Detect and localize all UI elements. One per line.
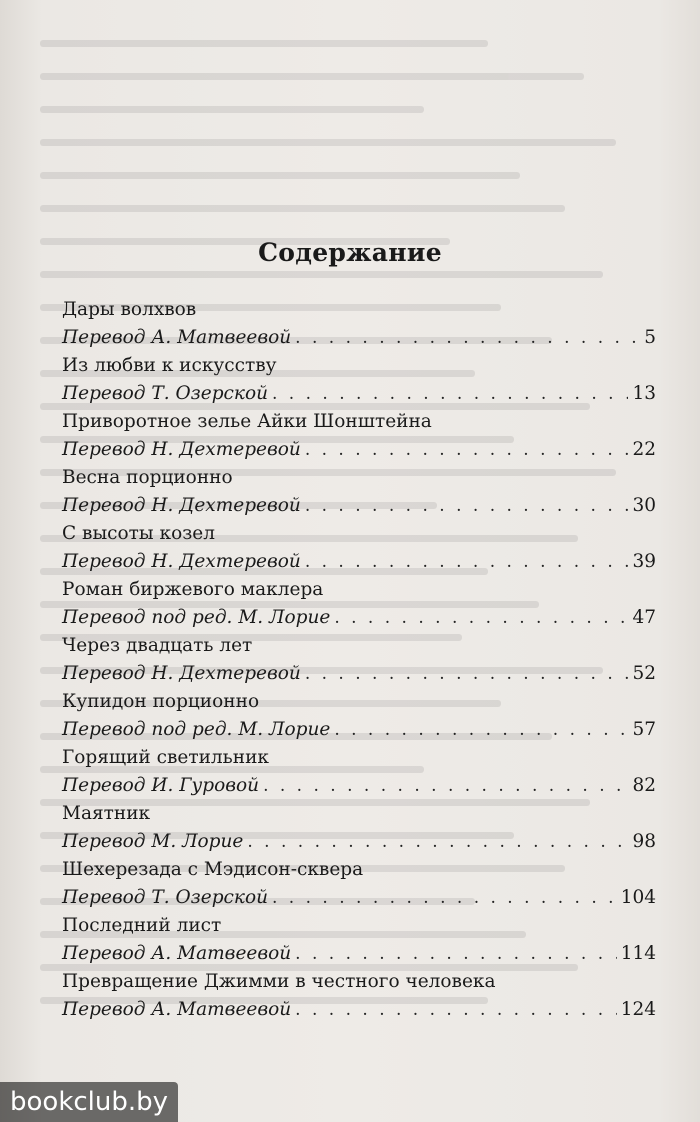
story-title: Через двадцать лет: [62, 635, 253, 656]
translator: Перевод Н. Дехтеревой: [62, 551, 301, 572]
page-number: 13: [632, 383, 656, 404]
story-title: Превращение Джимми в честного человека: [62, 971, 496, 992]
toc-entry: [62, 520, 656, 576]
page-title: Содержание: [258, 238, 442, 267]
story-title: С высоты козел: [62, 523, 216, 544]
toc-entry: [62, 856, 656, 912]
translator: Перевод Т. Озерской: [62, 887, 268, 908]
translator: Перевод И. Гуровой: [62, 775, 260, 796]
page-number: 47: [632, 607, 656, 628]
translator: Перевод под ред. М. Лорие: [62, 719, 331, 740]
leader-dots: [305, 660, 629, 688]
story-title: Дары волхвов: [62, 299, 197, 320]
leader-dots: [295, 996, 617, 1024]
leader-dots: [272, 380, 628, 408]
page-number: 114: [620, 943, 656, 964]
site-watermark: bookclub.by: [0, 1082, 178, 1122]
leader-dots: [334, 716, 628, 744]
leader-dots: [247, 828, 628, 856]
page-number: 30: [632, 495, 656, 516]
page-number: 104: [620, 887, 656, 908]
page-number: 124: [620, 999, 656, 1020]
toc-entry: [62, 464, 656, 520]
translator: Перевод Н. Дехтеревой: [62, 663, 301, 684]
page-number: 57: [632, 719, 656, 740]
story-title: Маятник: [62, 803, 151, 824]
page-number: 82: [632, 775, 656, 796]
story-title: Приворотное зелье Айки Шонштейна: [62, 411, 432, 432]
page-number: 98: [632, 831, 656, 852]
leader-dots: [295, 324, 640, 352]
story-title: Роман биржевого маклера: [62, 579, 324, 600]
translator: Перевод А. Матвеевой: [62, 943, 292, 964]
toc-entry: [62, 576, 656, 632]
translator: Перевод Т. Озерской: [62, 383, 268, 404]
toc-entry: [62, 296, 656, 352]
translator: Перевод А. Матвеевой: [62, 999, 292, 1020]
toc-entry: [62, 688, 656, 744]
leader-dots: [295, 940, 617, 968]
leader-dots: [305, 436, 629, 464]
page-number: 5: [644, 327, 656, 348]
toc-entry: [62, 352, 656, 408]
toc-entry: [62, 968, 656, 1024]
story-title: Из любви к искусству: [62, 355, 277, 376]
story-title: Купидон порционно: [62, 691, 260, 712]
toc-entry: [62, 744, 656, 800]
story-title: Последний лист: [62, 915, 222, 936]
translator: Перевод Н. Дехтеревой: [62, 495, 301, 516]
translator: Перевод М. Лорие: [62, 831, 244, 852]
toc-entry: [62, 912, 656, 968]
translator: Перевод Н. Дехтеревой: [62, 439, 301, 460]
story-title: Весна порционно: [62, 467, 233, 488]
page-number: 22: [632, 439, 656, 460]
page-number: 39: [632, 551, 656, 572]
leader-dots: [263, 772, 628, 800]
leader-dots: [334, 604, 628, 632]
page-number: 52: [632, 663, 656, 684]
leader-dots: [305, 548, 629, 576]
toc-entry: [62, 408, 656, 464]
leader-dots: [272, 884, 617, 912]
translator: Перевод А. Матвеевой: [62, 327, 292, 348]
toc-entry: [62, 632, 656, 688]
table-of-contents: [62, 296, 656, 1024]
toc-entry: [62, 800, 656, 856]
story-title: Шехерезада с Мэдисон-сквера: [62, 859, 364, 880]
leader-dots: [305, 492, 629, 520]
translator: Перевод под ред. М. Лорие: [62, 607, 331, 628]
story-title: Горящий светильник: [62, 747, 269, 768]
